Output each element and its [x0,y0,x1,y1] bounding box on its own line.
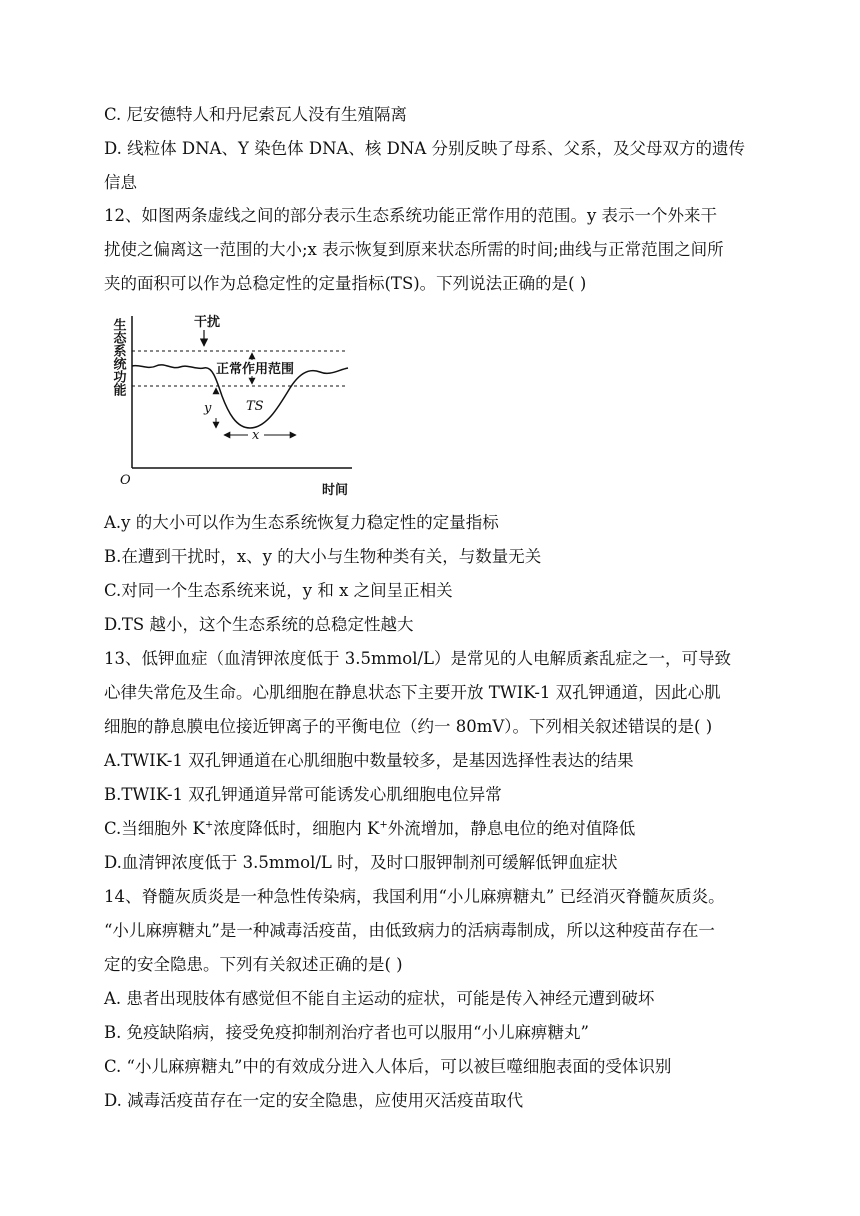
question-12-option-c: C.对同一个生态系统来说，y 和 x 之间呈正相关 [104,581,453,600]
question-13-option-b: B.TWIK-1 双孔钾通道异常可能诱发心肌细胞电位异常 [104,785,502,804]
ecosystem-stability-figure [100,308,360,504]
question-12-stem-cont: 扰使之偏离这一范围的大小;x 表示恢复到原来状态所需的时间;曲线与正常范围之间所 [104,240,724,259]
question-13-option-d: D.血清钾浓度低于 3.5mmol/L 时，及时口服钾制剂可缓解低钾血症状 [104,853,618,872]
question-14-option-d: D. 减毒活疫苗存在一定的安全隐患，应使用灭活疫苗取代 [104,1091,524,1110]
question-14-stem: 14、脊髓灰质炎是一种急性传染病，我国利用“小儿麻痹糖丸” 已经消灭脊髓灰质炎。 [104,887,725,906]
question-11-option-d-cont: 信息 [104,173,137,192]
question-12-stem: 12、如图两条虚线之间的部分表示生态系统功能正常作用的范围。y 表示一个外来干 [104,206,718,225]
question-13-option-c [104,818,784,840]
question-13-stem: 13、低钾血症（血清钾浓度低于 3.5mmol/L）是常见的人电解质紊乱症之一，可导致 [104,649,731,668]
question-14-stem-cont: “小儿麻痹糖丸”是一种减毒活疫苗，由低致病力的活病毒制成，所以这种疫苗存在一 [104,921,715,940]
question-11-option-c: C. 尼安德特人和丹尼索瓦人没有生殖隔离 [104,105,408,124]
normal-range-label: 正常作用范围 [216,362,295,377]
x-label: x [252,428,260,443]
question-12-option-d: D.TS 越小，这个生态系统的总稳定性越大 [104,615,414,634]
origin-label: O [120,473,131,488]
ts-label: TS [246,399,264,414]
question-12-option-b: B.在遭到干扰时，x、y 的大小与生物种类有关，与数量无关 [104,547,542,566]
superscript-plus: + [379,819,388,831]
question-14-option-c: C. “小儿麻痹糖丸”中的有效成分进入人体后，可以被巨噬细胞表面的受体识别 [104,1057,672,1076]
question-14-option-b: B. 免疫缺陷病，接受免疫抑制剂治疗者也可以服用“小儿麻痹糖丸” [104,1023,589,1042]
option-c-text-3: 外流增加，静息电位的绝对值降低 [387,819,636,838]
question-12-option-a: A.y 的大小可以作为生态系统恢复力稳定性的定量指标 [104,513,499,532]
question-13-stem-cont: 细胞的静息膜电位接近钾离子的平衡电位（约一 80mV）。下列相关叙述错误的是( ) [104,717,713,736]
x-axis-label: 时间 [322,483,349,498]
disturbance-label: 干扰 [194,315,221,330]
question-13-stem-cont: 心律失常危及生命。心肌细胞在静息状态下主要开放 TWIK-1 双孔钾通道，因此心肌 [104,683,721,702]
option-c-text-2: 浓度降低时，细胞内 K [213,819,380,838]
question-14-stem-cont: 定的安全隐患。下列有关叙述正确的是( ) [104,955,403,974]
question-14-option-a: A. 患者出现肢体有感觉但不能自主运动的症状，可能是传入神经元遭到破坏 [104,989,655,1008]
superscript-plus: + [204,819,214,831]
y-axis-label: 生态系统功能 [110,318,126,396]
question-12-stem-cont: 夹的面积可以作为总稳定性的定量指标(TS)。下列说法正确的是( ) [104,274,587,293]
y-label: y [204,401,212,416]
question-13-option-a: A.TWIK-1 双孔钾通道在心肌细胞中数量较多，是基因选择性表达的结果 [104,751,634,770]
question-11-option-d: D. 线粒体 DNA、Y 染色体 DNA、核 DNA 分别反映了母系、父系，及父母双方的遗传 [104,139,745,158]
option-c-text-1: C.当细胞外 K [104,819,205,838]
